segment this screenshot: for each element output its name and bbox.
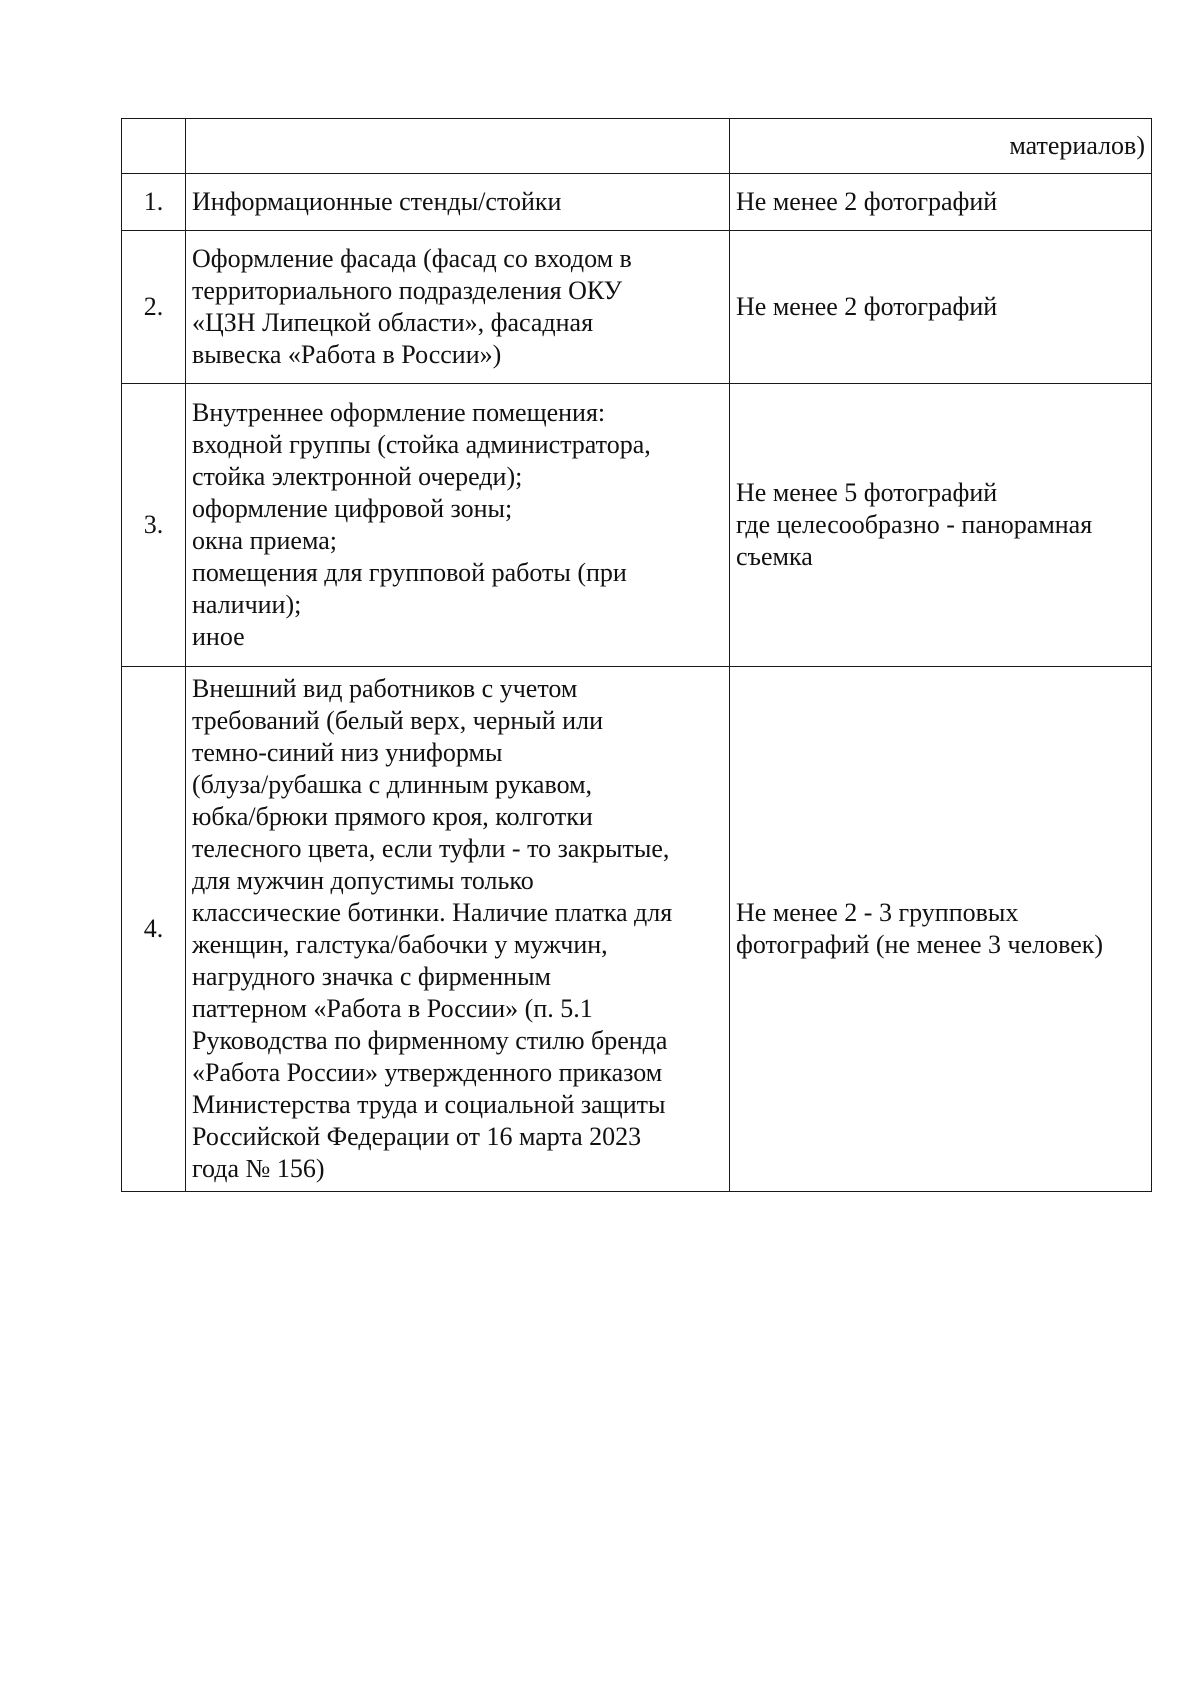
text-line: юбка/брюки прямого кроя, колготки [192, 802, 593, 831]
table-row [122, 667, 1152, 1192]
text-line: Оформление фасада (фасад со входом в [192, 244, 632, 273]
row-description [186, 231, 730, 384]
table-row [122, 384, 1152, 667]
text-line: где целесообразно - панорамная [736, 510, 1093, 539]
text-line: территориального подразделения ОКУ [192, 276, 623, 305]
text-line: Не менее 2 фотографий [736, 187, 998, 216]
text-line: для мужчин допустимы только [192, 866, 534, 895]
text-line: иное [192, 622, 245, 651]
text-line: стойка электронной очереди); [192, 462, 523, 491]
cell-num [122, 119, 186, 174]
row-requirement [730, 384, 1152, 667]
row-number: 3. [122, 384, 186, 667]
requirements-table [121, 118, 1152, 1192]
cell-desc [186, 119, 730, 174]
text-line: Не менее 5 фотографий [736, 478, 998, 507]
row-description [186, 667, 730, 1192]
text-line: темно-синий низ униформы [192, 738, 503, 767]
text-line: вывеска «Работа в России») [192, 340, 502, 369]
text-line: женщин, галстука/бабочки у мужчин, [192, 930, 608, 959]
text-line: окна приема; [192, 526, 337, 555]
row-requirement [730, 231, 1152, 384]
text-line: фотографий (не менее 3 человек) [736, 930, 1104, 959]
table-row [122, 231, 1152, 384]
text-line: нагрудного значка с фирменным [192, 962, 551, 991]
text-line: помещения для групповой работы (при [192, 558, 627, 587]
row-description [186, 174, 730, 231]
text-line: классические ботинки. Наличие платка для [192, 898, 673, 927]
text-line: Не менее 2 - 3 групповых [736, 898, 1019, 927]
table-row [122, 174, 1152, 231]
text-line: оформление цифровой зоны; [192, 494, 513, 523]
text-line: паттерном «Работа в России» (п. 5.1 [192, 994, 593, 1023]
table-row-continuation [122, 119, 1152, 174]
text-line: телесного цвета, если туфли - то закрытые, [192, 834, 670, 863]
text-line: входной группы (стойка администратора, [192, 430, 651, 459]
text-line: Министерства труда и социальной защиты [192, 1090, 666, 1119]
row-requirement [730, 174, 1152, 231]
text-line: (блуза/рубашка с длинным рукавом, [192, 770, 593, 799]
text-line: года № 156) [192, 1154, 325, 1183]
text-line: Внешний вид работников с учетом [192, 674, 578, 703]
text-line: съемка [736, 542, 813, 571]
text-line: Не менее 2 фотографий [736, 292, 998, 321]
cell-req: материалов) [730, 119, 1152, 174]
text-line: требований (белый верх, черный или [192, 706, 603, 735]
text-line: Внутреннее оформление помещения: [192, 398, 606, 427]
row-number: 1. [122, 174, 186, 231]
text-line: наличии); [192, 590, 302, 619]
row-number: 4. [122, 667, 186, 1192]
text-line: «ЦЗН Липецкой области», фасадная [192, 308, 594, 337]
text-line: «Работа России» утвержденного приказом [192, 1058, 663, 1087]
row-requirement [730, 667, 1152, 1192]
text-line: Информационные стенды/стойки [192, 187, 562, 216]
text-line: Российской Федерации от 16 марта 2023 [192, 1122, 642, 1151]
text-line: Руководства по фирменному стилю бренда [192, 1026, 668, 1055]
row-description [186, 384, 730, 667]
row-number: 2. [122, 231, 186, 384]
